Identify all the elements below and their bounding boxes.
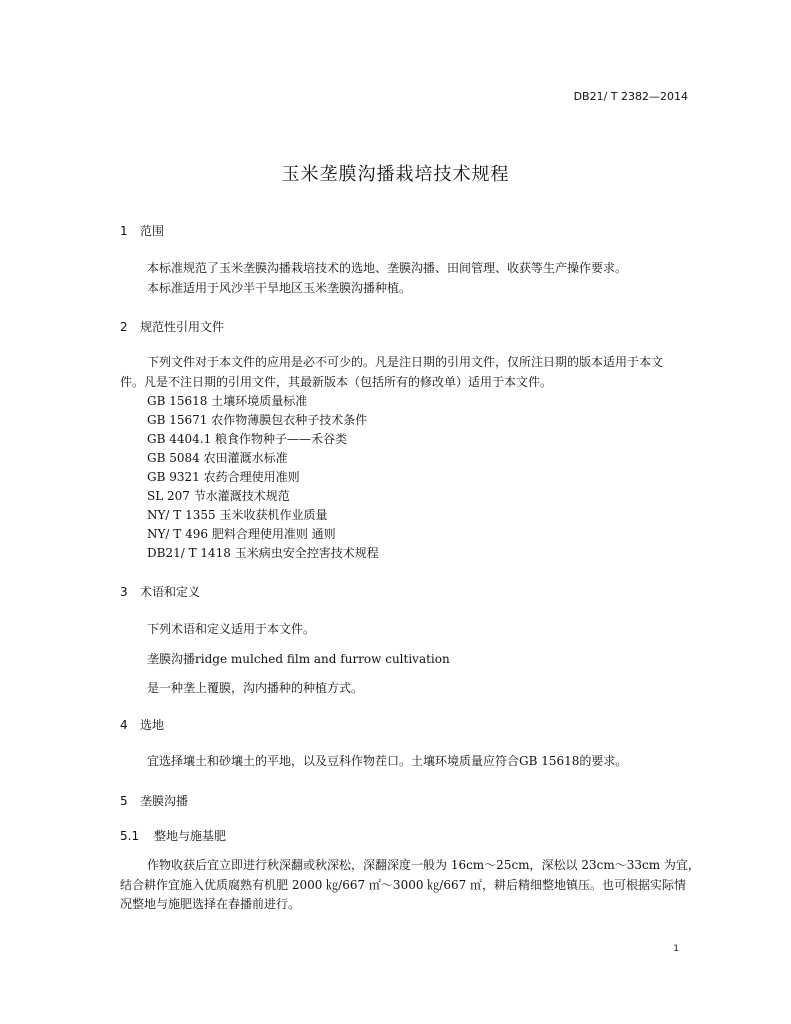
section-number: 5 [120,794,128,808]
paragraph: 本标准适用于风沙半干旱地区玉米垄膜沟播种植。 [147,281,412,295]
reference-item: NY/ T 1355 玉米收获机作业质量 [147,508,328,522]
reference-item: GB 5084 农田灌溉水标准 [147,451,288,465]
section-4-heading [120,716,164,733]
subsection-title: 整地与施基肥 [154,829,227,843]
section-number: 3 [120,585,128,599]
paragraph: 结合耕作宜施入优质腐熟有机肥 2000 ㎏/667 ㎡～3000 ㎏/667 ㎡，耕后精细整地镇压。也可根据实际情 [120,878,687,892]
section-5-heading [120,792,188,809]
section-title: 选地 [140,718,165,732]
section-title: 规范性引用文件 [140,320,225,334]
paragraph: 件。凡是不注日期的引用文件，其最新版本（包括所有的修改单）适用于本文件。 [120,375,553,389]
reference-item: NY/ T 496 肥料合理使用准则 通则 [147,527,336,541]
reference-item: GB 15671 农作物薄膜包衣种子技术条件 [147,413,368,427]
reference-item: DB21/ T 1418 玉米病虫安全控害技术规程 [147,546,379,560]
section-number: 4 [120,718,128,732]
term-english: ridge mulched film and furrow cultivation [195,652,450,666]
term-definition: 是一种垄上覆膜，沟内播种的种植方式。 [147,681,364,695]
reference-item: GB 9321 农药合理使用准则 [147,470,300,484]
section-title: 垄膜沟播 [140,794,189,808]
section-1-heading [120,222,164,239]
page-number: 1 [673,944,679,954]
term-entry [147,650,450,667]
section-number: 2 [120,320,128,334]
paragraph: 本标准规范了玉米垄膜沟播栽培技术的选地、垄膜沟播、田间管理、收获等生产操作要求。 [147,261,628,275]
subsection-number: 5.1 [120,829,140,843]
paragraph: 宜选择壤土和砂壤土的平地，以及豆科作物茬口。土壤环境质量应符合GB 15618的要求。 [147,754,628,768]
section-number: 1 [120,224,128,238]
section-title: 术语和定义 [140,585,201,599]
paragraph: 况整地与施肥选择在春播前进行。 [120,897,301,911]
paragraph: 下列文件对于本文件的应用是必不可少的。凡是注日期的引用文件，仅所注日期的版本适用于本文 [147,355,664,369]
section-title: 范围 [140,224,165,238]
reference-item: SL 207 节水灌溉技术规范 [147,489,290,503]
standard-code: DB21/ T 2382—2014 [573,90,688,103]
reference-item: GB 15618 土壤环境质量标准 [147,394,308,408]
document-title: 玉米垄膜沟播栽培技术规程 [281,164,510,185]
reference-item: GB 4404.1 粮食作物种子——禾谷类 [147,432,348,446]
paragraph: 作物收获后宜立即进行秋深翻或秋深松，深翻深度一般为 16cm～25cm，深松以 23cm～33cm 为宜， [147,858,700,872]
term-chinese: 垄膜沟播 [147,652,196,666]
paragraph: 下列术语和定义适用于本文件。 [147,622,316,636]
subsection-5-1-heading [120,827,226,844]
section-2-heading [120,318,224,335]
section-3-heading [120,583,200,600]
